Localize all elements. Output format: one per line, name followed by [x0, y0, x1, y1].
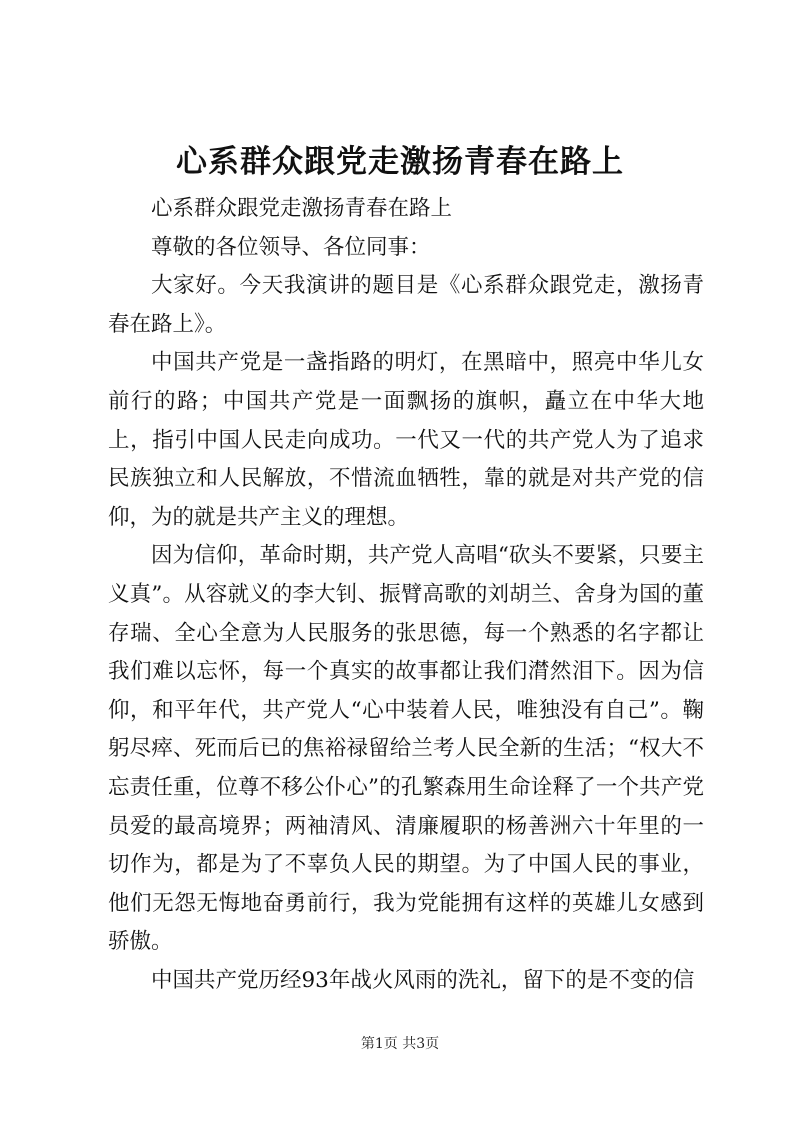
document-body — [108, 190, 704, 1000]
document-title: 心系群众跟党走激扬青春在路上 — [176, 144, 624, 180]
paragraph-salutation: 尊敬的各位领导、各位同事： — [151, 234, 431, 260]
paragraph-subtitle: 心系群众跟党走激扬青春在路上 — [151, 196, 453, 221]
paragraph-party-beacon: 中国共产党是一盏指路的明灯，在黑暗中，照亮中华儿女前行的路；中国共产党是一面飘扬的旗帜，矗立在中华大地上，指引中国人民走向成功。一代又一代的共产党人为了追求民族独立和人民解放，不惜流血牺牲，靠的就是对共产党的信仰，为的就是共产主义的理想。 — [108, 350, 704, 530]
paragraph-belief: 因为信仰，革命时期，共产党人高唱“砍头不要紧，只要主义真”。从容就义的李大钊、振臂高歌的刘胡兰、舍身为国的董存瑞、全心全意为人民服务的张思德，每一个熟悉的名字都让我们难以忘怀，每一个真实的故事都让我们潸然泪下。因为信仰，和平年代，共产党人“心中装着人民，唯独没有自己”。鞠躬尽瘁、死而后已的焦裕禄留给兰考人民全新的生活；“权大不忘责任重，位尊不移公仆心”的孔繁森用生命诠释了一个共产党员爱的最高境界；两袖清风、清廉履职的杨善洲六十年里的一切作为，都是为了不辜负人民的期望。为了中国人民的事业，他们无怨无悔地奋勇前行，我为党能拥有这样的英雄儿女感到骄傲。 — [108, 543, 704, 955]
page-footer: 第1页 共3页 — [360, 1036, 440, 1052]
paragraph-93-years: 中国共产党历经93年战火风雨的洗礼，留下的是不变的信 — [151, 967, 695, 993]
paragraph-greeting: 大家好。今天我演讲的题目是《心系群众跟党走，激扬青春在路上》。 — [108, 273, 704, 337]
